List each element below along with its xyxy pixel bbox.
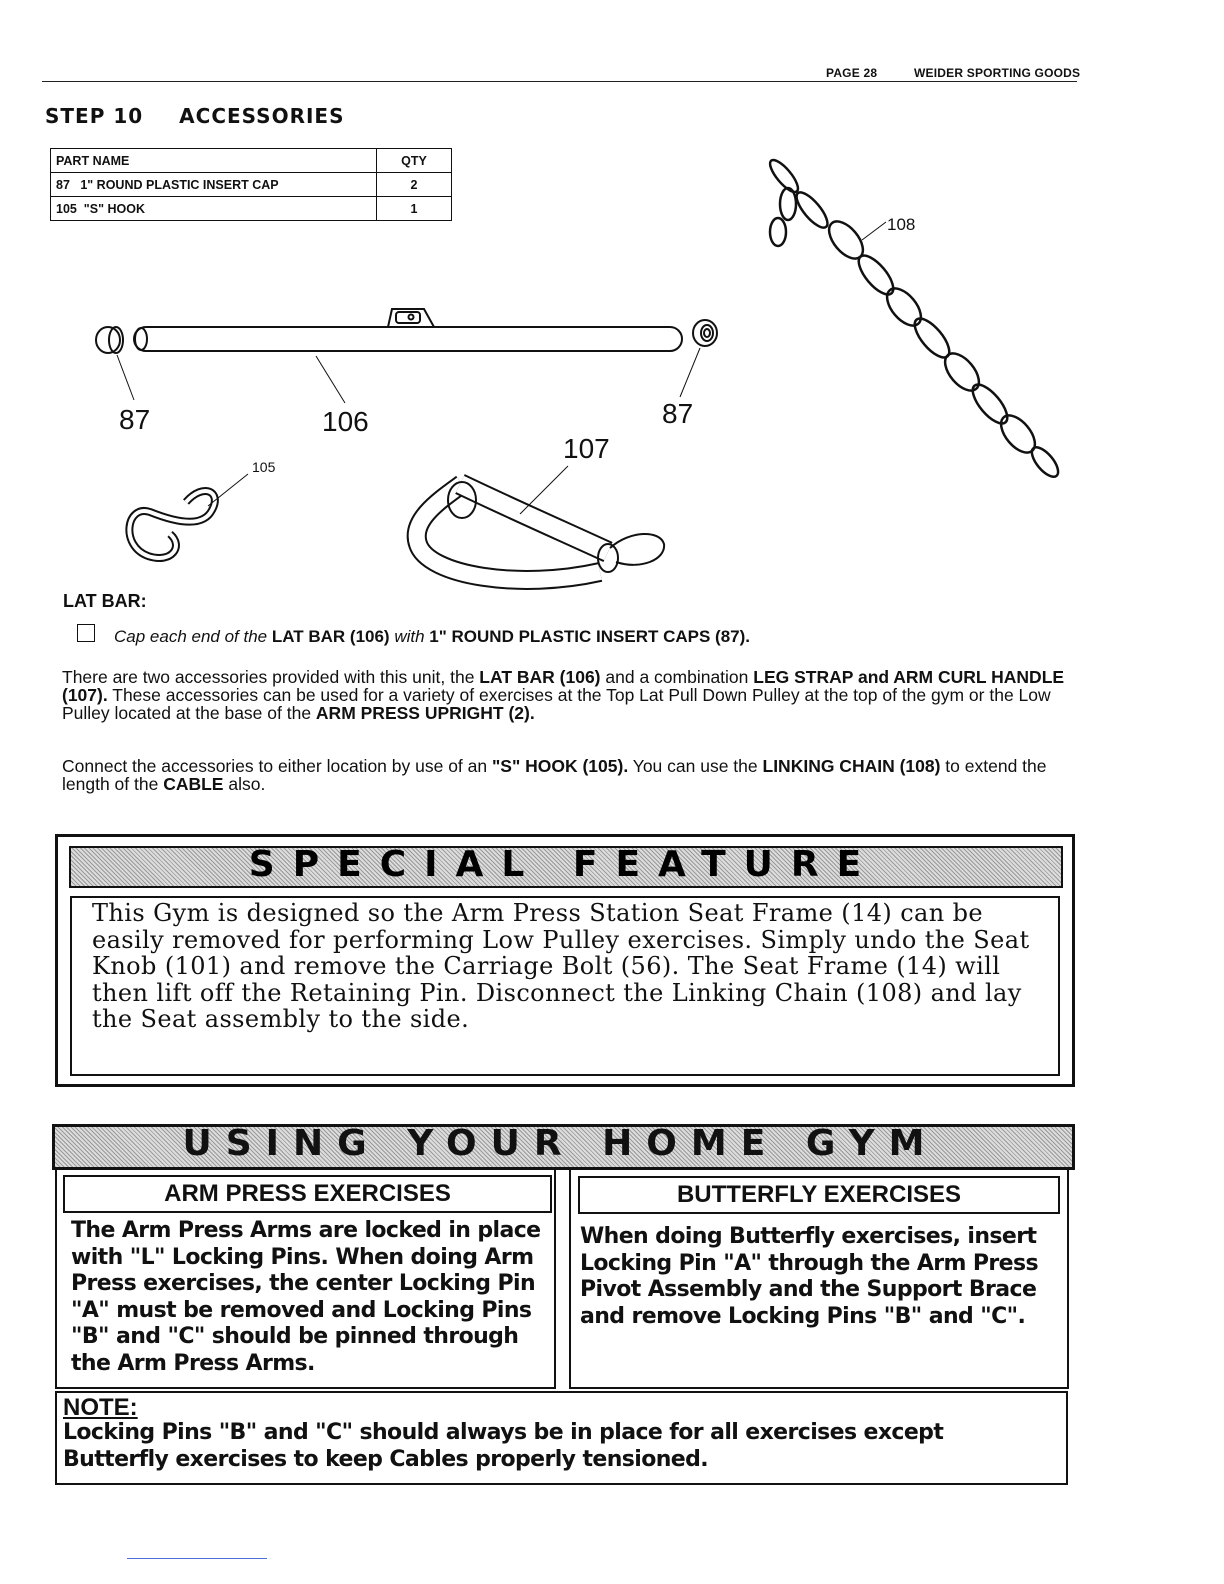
part-name: 105 "S" HOOK [51, 197, 377, 221]
para-text: These accessories can be used for a variety of exercises at the Top Lat Pull Down Pulley at the top of the gym or the Low Pulley located at the base of the [62, 685, 1051, 723]
lat-bar-heading: LAT BAR: [63, 591, 147, 611]
arm-press-text: The Arm Press Arms are locked in place with "L" Locking Pins. When doing Arm Press exercises, the center Locking Pin "A" must be removed and Locking Pins "B" and "C" should be pinned through the Arm Press Arms. [71, 1218, 541, 1376]
special-feature-text: This Gym is designed so the Arm Press Station Seat Frame (14) can be easily removed for performing Low Pulley exercises. Simply undo the Seat Knob (101) and remove the Carriage Bolt (56). The Seat Frame (14) will then lift off the Retaining Pin. Disconnect the Linking Chain (108) and lay the Seat assembly to the side. [92, 899, 1030, 1033]
para-text: to extend the length of the [62, 756, 1047, 794]
callout-87-left: 87 [119, 404, 151, 435]
para-text: and a combination [600, 667, 754, 687]
callout-106: 106 [322, 406, 369, 437]
callout-107: 107 [563, 433, 610, 464]
part-name: 87 1" ROUND PLASTIC INSERT CAP [51, 173, 377, 197]
step-number: STEP 10 [45, 104, 144, 128]
para-text: There are two accessories provided with this unit, the [62, 667, 480, 687]
using-gym-title: USING YOUR HOME GYM [182, 1123, 939, 1164]
instruction-bold: LAT BAR (106) [271, 627, 395, 646]
s-hook-illustration [129, 474, 248, 558]
para-bold: LAT BAR (106) [479, 667, 601, 687]
callout-105: 105 [252, 459, 276, 475]
part-qty: 2 [377, 173, 452, 197]
connect-paragraph [62, 757, 1074, 793]
butterfly-text: When doing Butterfly exercises, insert Locking Pin "A" through the Arm Press Pivot Assembly and the Support Brace and remove Locking Pins "B" and "C". [580, 1224, 1038, 1329]
note-heading: NOTE: [63, 1394, 138, 1421]
instruction-text: with [394, 627, 430, 646]
part-qty: 1 [377, 197, 452, 221]
footer-rule [127, 1558, 267, 1559]
lat-bar-illustration [134, 309, 682, 403]
col-part-name: PART NAME [51, 149, 377, 173]
butterfly-heading: BUTTERFLY EXERCISES [578, 1176, 1060, 1214]
callout-108: 108 [887, 215, 916, 234]
callout-87-right: 87 [662, 398, 694, 429]
checkbox[interactable] [77, 624, 95, 642]
insert-cap-right-illustration [680, 320, 717, 397]
col-qty: QTY [377, 149, 452, 173]
insert-cap-left-illustration [96, 327, 134, 400]
instruction-bold: 1" ROUND PLASTIC INSERT CAPS (87). [429, 627, 751, 646]
page-number: PAGE 28 [826, 66, 878, 80]
special-feature-title: SPECIAL FEATURE [248, 844, 880, 885]
parts-illustration [0, 0, 1224, 600]
note-text: Locking Pins "B" and "C" should always be in place for all exercises except Butterfly exercises to keep Cables properly tensioned. [63, 1420, 944, 1472]
accessories-paragraph [62, 668, 1074, 722]
para-bold: "S" HOOK (105). [491, 756, 629, 776]
para-text: also. [223, 774, 266, 794]
para-bold: CABLE [163, 774, 224, 794]
company-name: WEIDER SPORTING GOODS [914, 66, 1081, 80]
para-text: You can use the [628, 756, 763, 776]
para-bold: LINKING CHAIN (108) [762, 756, 941, 776]
chain-illustration [766, 156, 1063, 481]
lat-bar-instruction [114, 627, 750, 647]
para-text: Connect the accessories to either location by use of an [62, 756, 492, 776]
step-name: ACCESSORIES [179, 104, 345, 128]
handle-illustration [417, 466, 664, 580]
instruction-text: Cap each end of the [114, 627, 272, 646]
para-bold: ARM PRESS UPRIGHT (2). [315, 703, 535, 723]
arm-press-heading: ARM PRESS EXERCISES [63, 1175, 552, 1213]
para-bold: LEG STRAP and ARM CURL HANDLE (107). [62, 667, 1065, 705]
